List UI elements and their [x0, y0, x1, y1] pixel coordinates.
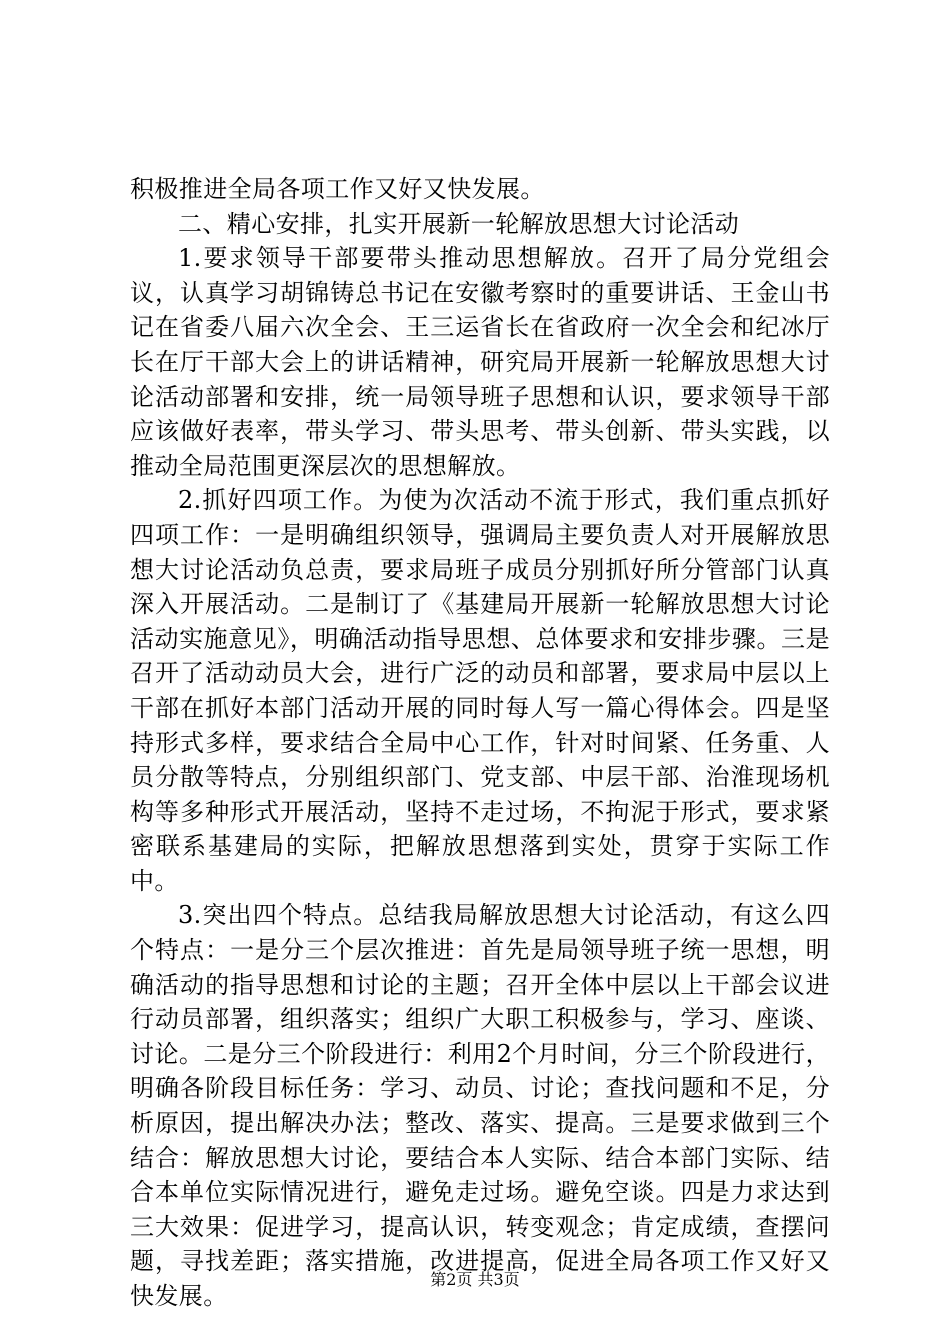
page-footer: 第2页 共3页: [430, 1270, 520, 1289]
paragraph-item-1: 1.要求领导干部要带头推动思想解放。召开了局分党组会议，认真学习胡锦铸总书记在安徽考察时的重要讲话、王金山书记在省委八届六次全会、王三运省长在省政府一次全会和纪冰厅长在厅干部大会上的讲话精神，研究局开展新一轮解放思想大讨论活动部署和安排，统一局领导班子思想和认识，要求领导干部应该做好表率，带头学习、带头思考、带头创新、带头实践，以推动全局范围更深层次的思想解放。: [130, 244, 830, 480]
document-body: [130, 172, 830, 1314]
paragraph-continuation: 积极推进全局各项工作又好又快发展。: [130, 175, 545, 203]
paragraph-item-3: 3.突出四个特点。总结我局解放思想大讨论活动，有这么四个特点：一是分三个层次推进：首先是局领导班子统一思想，明确活动的指导思想和讨论的主题；召开全体中层以上干部会议进行动员部署，组织落实；组织广大职工积极参与，学习、座谈、讨论。二是分三个阶段进行：利用2个月时间，分三个阶段进行，明确各阶段目标任务：学习、动员、讨论；查找问题和不足，分析原因，提出解决办法；整改、落实、提高。三是要求做到三个结合：解放思想大讨论，要结合本人实际、结合本部门实际、结合本单位实际情况进行，避免走过场。避免空谈。四是力求达到三大效果：促进学习，提高认识，转变观念；肯定成绩，查摆问题，寻找差距；落实措施，改进提高，促进全局各项工作又好又快发展。: [130, 901, 830, 1310]
paragraph-item-2: 2.抓好四项工作。为使为次活动不流于形式，我们重点抓好四项工作：一是明确组织领导，强调局主要负责人对开展解放思想大讨论活动负总责，要求局班子成员分别抓好所分管部门认真深入开展活动。二是制订了《基建局开展新一轮解放思想大讨论活动实施意见》，明确活动指导思想、总体要求和安排步骤。三是召开了活动动员大会，进行广泛的动员和部署，要求局中层以上干部在抓好本部门活动开展的同时每人写一篇心得体会。四是坚持形式多样，要求结合全局中心工作，针对时间紧、任务重、人员分散等特点，分别组织部门、党支部、中层干部、治淮现场机构等多种形式开展活动，坚持不走过场，不拘泥于形式，要求紧密联系基建局的实际，把解放思想落到实处，贯穿于实际工作中。: [130, 486, 830, 895]
section-heading: 二、精心安排，扎实开展新一轮解放思想大讨论活动: [178, 209, 740, 238]
